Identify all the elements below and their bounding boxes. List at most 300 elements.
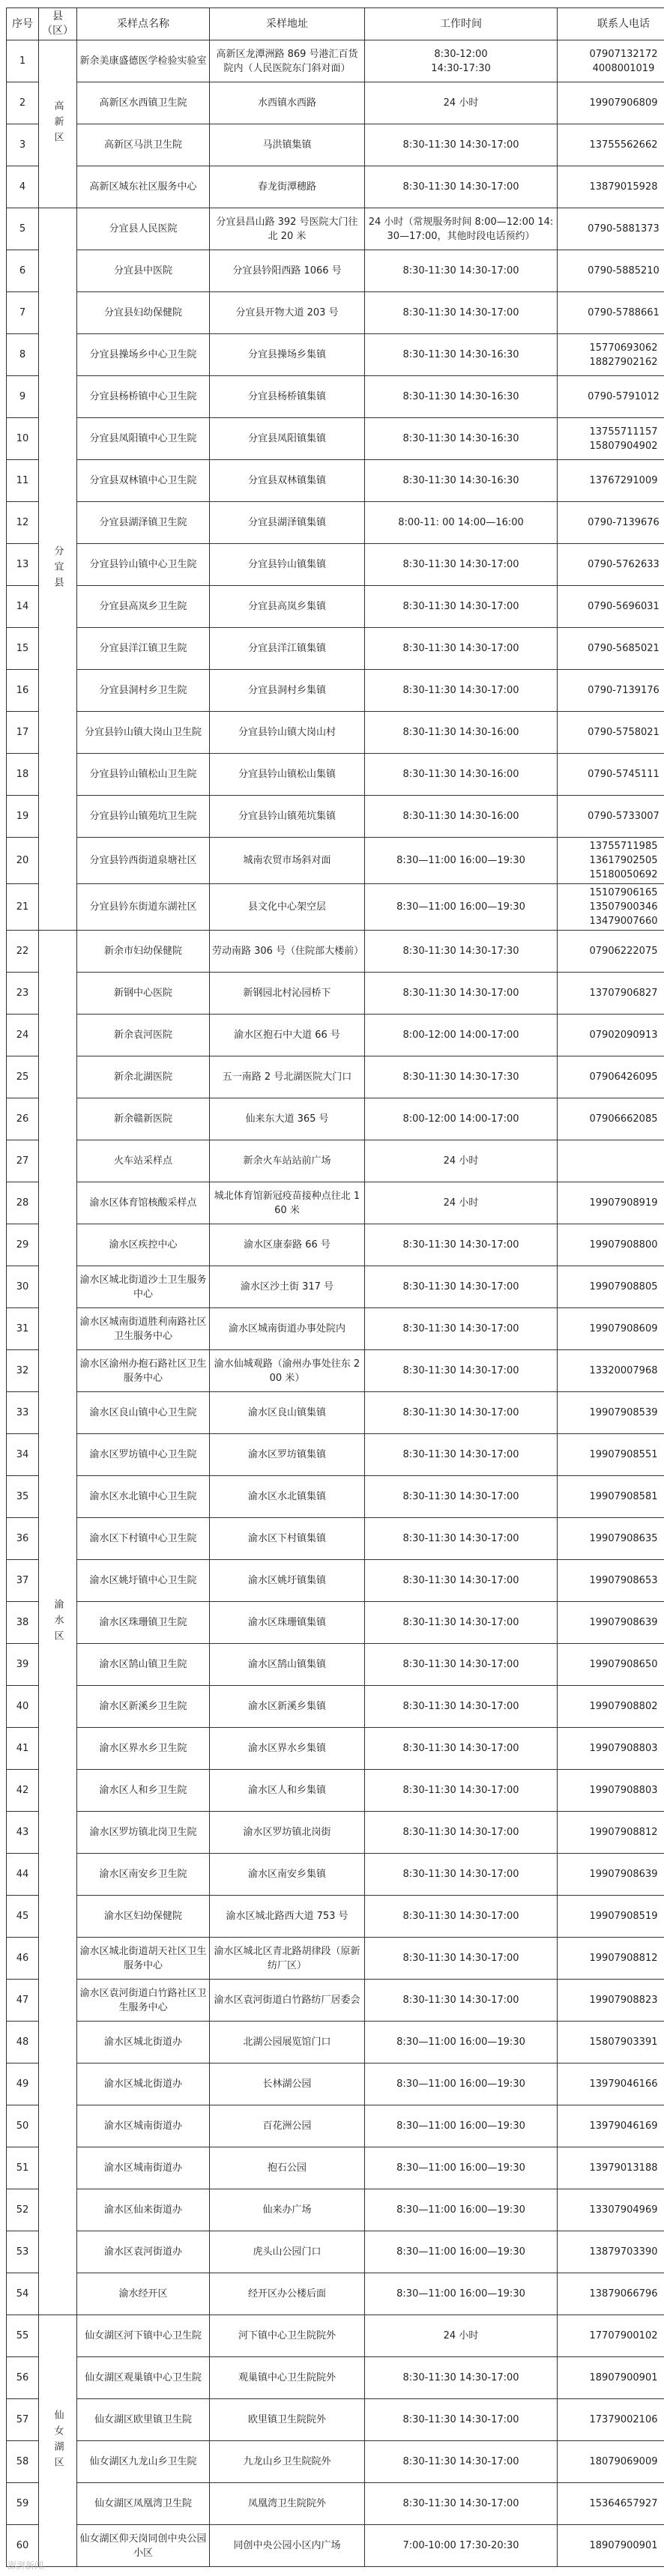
address-cell: 九龙山乡卫生院院外 — [210, 2441, 365, 2483]
address-cell: 分宜县钤山镇大岗山村 — [210, 712, 365, 754]
site-name-cell: 高新区水西镇卫生院 — [77, 82, 210, 124]
hours-cell: 24 小时 — [365, 1182, 558, 1224]
phone-cell: 13320007968 — [558, 1350, 664, 1392]
address-cell: 高新区龙潭洲路 869 号港汇百货院内（人民医院东门斜对面） — [210, 40, 365, 82]
hours-cell: 7:00-10:00 17:30-20:30 — [365, 2525, 558, 2567]
table-row — [7, 1812, 664, 1854]
table-row — [7, 544, 664, 586]
site-name-cell: 分宜县钤山镇苑坑卫生院 — [77, 796, 210, 838]
row-index-cell: 53 — [7, 2231, 39, 2273]
address-cell: 渝水区下村镇集镇 — [210, 1518, 365, 1560]
site-name-cell: 渝水经开区 — [77, 2273, 210, 2315]
hours-cell: 8:30-11:30 14:30-17:30 — [365, 1056, 558, 1098]
row-index-cell: 49 — [7, 2063, 39, 2105]
phone-cell: 17379002106 — [558, 2399, 664, 2441]
address-cell: 渝水区城北区青北路胡律段（原新纺厂区） — [210, 1938, 365, 1980]
hours-cell: 8:30—11:00 16:00—19:30 — [365, 838, 558, 884]
phone-cell: 0790-5762633 — [558, 544, 664, 586]
site-name-cell: 高新区城东社区服务中心 — [77, 166, 210, 208]
site-name-cell: 新余袁河医院 — [77, 1015, 210, 1056]
table-row — [7, 1434, 664, 1476]
row-index-cell: 36 — [7, 1518, 39, 1560]
site-name-cell: 分宜县洞村乡卫生院 — [77, 670, 210, 712]
hours-cell: 8:30-11:30 14:30-16:00 — [365, 712, 558, 754]
row-index-cell: 18 — [7, 754, 39, 796]
table-row — [7, 838, 664, 884]
hours-cell: 24 小时 — [365, 2315, 558, 2357]
table-row — [7, 2357, 664, 2399]
hours-cell: 8:30-11:30 14:30-17:00 — [365, 1434, 558, 1476]
row-index-cell: 28 — [7, 1182, 39, 1224]
site-name-cell: 火车站采样点 — [77, 1140, 210, 1182]
table-row — [7, 1770, 664, 1812]
address-cell: 河下镇中心卫生院院外 — [210, 2315, 365, 2357]
phone-cell: 07906426095 — [558, 1056, 664, 1098]
phone-cell: 07906662085 — [558, 1098, 664, 1140]
phone-cell: 07902090913 — [558, 1015, 664, 1056]
hours-cell: 8:30-11:30 14:30-17:00 — [365, 1560, 558, 1602]
row-index-cell: 34 — [7, 1434, 39, 1476]
hours-cell: 8:30—11:00 16:00—19:30 — [365, 884, 558, 931]
hours-cell: 8:30-11:30 14:30-17:00 — [365, 1476, 558, 1518]
phone-cell: 18079069009 — [558, 2441, 664, 2483]
phone-cell: 19907908823 — [558, 1980, 664, 2022]
phone-cell: 19907908519 — [558, 1896, 664, 1938]
site-name-cell: 渝水区人和乡卫生院 — [77, 1770, 210, 1812]
site-name-cell: 新余北湖医院 — [77, 1056, 210, 1098]
address-cell: 渝水仙城观路（渝州办事处往东 200 米） — [210, 1350, 365, 1392]
address-cell: 渝水区姚圩镇集镇 — [210, 1560, 365, 1602]
phone-cell: 13767291009 — [558, 460, 664, 502]
hours-cell: 8:30-11:30 14:30-16:30 — [365, 334, 558, 376]
row-index-cell: 39 — [7, 1644, 39, 1686]
site-name-cell: 渝水区鹄山镇卫生院 — [77, 1644, 210, 1686]
row-index-cell: 32 — [7, 1350, 39, 1392]
address-cell: 虎头山公园门口 — [210, 2231, 365, 2273]
site-name-cell: 新钢中心医院 — [77, 973, 210, 1015]
table-row — [7, 1140, 664, 1182]
site-name-cell: 渝水区城南街道办 — [77, 2105, 210, 2147]
phone-cell: 19907908581 — [558, 1476, 664, 1518]
address-cell: 长林湖公园 — [210, 2063, 365, 2105]
table-row — [7, 2147, 664, 2189]
row-index-cell: 27 — [7, 1140, 39, 1182]
table-row — [7, 1518, 664, 1560]
hours-cell: 8:30-11:30 14:30-17:00 — [365, 1644, 558, 1686]
phone-cell: 07906222075 — [558, 931, 664, 973]
site-name-cell: 渝水区城北街道沙土卫生服务中心 — [77, 1266, 210, 1308]
address-cell: 分宜县钤山镇松山集镇 — [210, 754, 365, 796]
hours-cell: 24 小时 — [365, 82, 558, 124]
watermark: 澎湃新闻 — [7, 2560, 44, 2571]
address-cell: 分宜县高岚乡集镇 — [210, 586, 365, 628]
hours-cell: 8:30—11:00 16:00—19:30 — [365, 2022, 558, 2063]
hours-cell: 8:30-11:30 14:30-17:00 — [365, 1518, 558, 1560]
site-name-cell: 分宜县杨桥镇中心卫生院 — [77, 376, 210, 418]
row-index-cell: 31 — [7, 1308, 39, 1350]
row-index-cell: 14 — [7, 586, 39, 628]
site-name-cell: 仙女湖区九龙山乡卫生院 — [77, 2441, 210, 2483]
hours-cell: 8:30-11:30 14:30-17:00 — [365, 1224, 558, 1266]
row-index-cell: 52 — [7, 2189, 39, 2231]
phone-cell: 19907908653 — [558, 1560, 664, 1602]
site-name-cell: 分宜县妇幼保健院 — [77, 292, 210, 334]
row-index-cell: 4 — [7, 166, 39, 208]
phone-cell: 19907908639 — [558, 1602, 664, 1644]
phone-cell: 15364657927 — [558, 2483, 664, 2525]
table-row — [7, 1686, 664, 1728]
table-row — [7, 2105, 664, 2147]
row-index-cell: 8 — [7, 334, 39, 376]
address-cell: 分宜县双林镇集镇 — [210, 460, 365, 502]
site-name-cell: 渝水区下村镇中心卫生院 — [77, 1518, 210, 1560]
phone-cell: 13979046169 — [558, 2105, 664, 2147]
col-header-site-name: 采样点名称 — [77, 8, 210, 40]
table-row — [7, 2483, 664, 2525]
row-index-cell: 54 — [7, 2273, 39, 2315]
row-index-cell: 45 — [7, 1896, 39, 1938]
table-row — [7, 1854, 664, 1896]
hours-cell: 8:30-11:30 14:30-17:00 — [365, 2357, 558, 2399]
table-row — [7, 2231, 664, 2273]
phone-cell: 0790-7139676 — [558, 502, 664, 544]
site-name-cell: 分宜县洋江镇卫生院 — [77, 628, 210, 670]
hours-cell: 8:30—11:00 16:00—19:30 — [365, 2231, 558, 2273]
phone-cell: 18907900901 — [558, 2357, 664, 2399]
site-name-cell: 渝水区姚圩镇中心卫生院 — [77, 1560, 210, 1602]
site-name-cell: 渝水区新溪乡卫生院 — [77, 1686, 210, 1728]
site-name-cell: 渝水区妇幼保健院 — [77, 1896, 210, 1938]
phone-cell: 13979013188 — [558, 2147, 664, 2189]
row-index-cell: 22 — [7, 931, 39, 973]
hours-cell: 8:30—11:00 16:00—19:30 — [365, 2273, 558, 2315]
row-index-cell: 20 — [7, 838, 39, 884]
site-name-cell: 渝水区城北街道办 — [77, 2022, 210, 2063]
address-cell: 渝水区鹄山镇集镇 — [210, 1644, 365, 1686]
row-index-cell: 41 — [7, 1728, 39, 1770]
phone-cell: 0790-5791012 — [558, 376, 664, 418]
table-row — [7, 1266, 664, 1308]
table-row — [7, 754, 664, 796]
table-row — [7, 1602, 664, 1644]
hours-cell: 8:30—11:00 16:00—19:30 — [365, 2147, 558, 2189]
row-index-cell: 50 — [7, 2105, 39, 2147]
site-name-cell: 新余市妇幼保健院 — [77, 931, 210, 973]
phone-cell: 13879066796 — [558, 2273, 664, 2315]
hours-cell: 8:30-11:30 14:30-17:00 — [365, 2399, 558, 2441]
address-cell: 渝水区城南街道办事处院内 — [210, 1308, 365, 1350]
hours-cell: 8:30-11:30 14:30-17:00 — [365, 1350, 558, 1392]
row-index-cell: 38 — [7, 1602, 39, 1644]
address-cell: 渝水区新溪乡集镇 — [210, 1686, 365, 1728]
table-header-row — [7, 8, 664, 40]
phone-cell: 13755562662 — [558, 124, 664, 166]
hours-cell: 8:00-12:00 14:00-17:00 — [365, 1098, 558, 1140]
sampling-points-table — [6, 7, 664, 2567]
phone-cell: 0790-5733007 — [558, 796, 664, 838]
phone-cell: 18907900901 — [558, 2525, 664, 2567]
table-row — [7, 2273, 664, 2315]
address-cell: 渝水区康泰路 66 号 — [210, 1224, 365, 1266]
row-index-cell: 10 — [7, 418, 39, 460]
hours-cell: 8:30-12:00 14:30-17:30 — [365, 40, 558, 82]
phone-cell: 19907908919 — [558, 1182, 664, 1224]
site-name-cell: 渝水区疾控中心 — [77, 1224, 210, 1266]
phone-cell: 17707900102 — [558, 2315, 664, 2357]
site-name-cell: 仙女湖区欧里镇卫生院 — [77, 2399, 210, 2441]
hours-cell: 8:30-11:30 14:30-17:00 — [365, 1980, 558, 2022]
hours-cell: 8:30-11:30 14:30-17:00 — [365, 124, 558, 166]
row-index-cell: 7 — [7, 292, 39, 334]
address-cell: 渝水区罗坊镇集镇 — [210, 1434, 365, 1476]
phone-cell: 13707906827 — [558, 973, 664, 1015]
phone-cell: 13879015928 — [558, 166, 664, 208]
site-name-cell: 渝水区良山镇中心卫生院 — [77, 1392, 210, 1434]
hours-cell: 8:30-11:30 14:30-17:00 — [365, 250, 558, 292]
hours-cell: 8:30-11:30 14:30-16:30 — [365, 460, 558, 502]
row-index-cell: 48 — [7, 2022, 39, 2063]
address-cell: 分宜县开物大道 203 号 — [210, 292, 365, 334]
hours-cell: 8:30-11:30 14:30-17:00 — [365, 544, 558, 586]
hours-cell: 8:30-11:30 14:30-17:00 — [365, 628, 558, 670]
row-index-cell: 25 — [7, 1056, 39, 1098]
district-cell: 渝水区 — [39, 931, 77, 2315]
address-cell: 渝水区水北镇集镇 — [210, 1476, 365, 1518]
table-row — [7, 292, 664, 334]
row-index-cell: 58 — [7, 2441, 39, 2483]
address-cell: 分宜县洋江镇集镇 — [210, 628, 365, 670]
row-index-cell: 47 — [7, 1980, 39, 2022]
table-row — [7, 1308, 664, 1350]
hours-cell: 8:30-11:30 14:30-16:00 — [365, 754, 558, 796]
hours-cell: 8:30-11:30 14:30-17:00 — [365, 2441, 558, 2483]
hours-cell: 8:30-11:30 14:30-17:00 — [365, 1686, 558, 1728]
row-index-cell: 56 — [7, 2357, 39, 2399]
phone-cell: 19907908803 — [558, 1728, 664, 1770]
site-name-cell: 新余美康盛德医学检验实验室 — [77, 40, 210, 82]
hours-cell: 8:30-11:30 14:30-17:00 — [365, 1308, 558, 1350]
site-name-cell: 渝水区仙来街道办 — [77, 2189, 210, 2231]
address-cell: 北湖公园展览馆门口 — [210, 2022, 365, 2063]
table-row — [7, 670, 664, 712]
table-row — [7, 586, 664, 628]
table-row — [7, 166, 664, 208]
table-row — [7, 712, 664, 754]
hours-cell: 24 小时（常规服务时间 8:00—12:00 14:30—17:00，其他时段电话预约） — [365, 208, 558, 250]
hours-cell: 24 小时 — [365, 1140, 558, 1182]
phone-cell: 13979046166 — [558, 2063, 664, 2105]
table-row — [7, 1980, 664, 2022]
address-cell: 渝水区界水乡集镇 — [210, 1728, 365, 1770]
col-header-district: 县（区） — [39, 8, 77, 40]
site-name-cell: 渝水区罗坊镇北岗卫生院 — [77, 1812, 210, 1854]
row-index-cell: 35 — [7, 1476, 39, 1518]
site-name-cell: 分宜县钤山镇中心卫生院 — [77, 544, 210, 586]
table-row — [7, 1056, 664, 1098]
hours-cell: 8:30-11:30 14:30-16:30 — [365, 376, 558, 418]
site-name-cell: 渝水区界水乡卫生院 — [77, 1728, 210, 1770]
district-cell: 分宜县 — [39, 208, 77, 931]
col-header-phone: 联系人电话 — [558, 8, 664, 40]
table-row — [7, 1476, 664, 1518]
address-cell: 分宜县钤阳西路 1066 号 — [210, 250, 365, 292]
row-index-cell: 6 — [7, 250, 39, 292]
phone-cell: 0790-5885210 — [558, 250, 664, 292]
table-row — [7, 460, 664, 502]
phone-cell: 13755711157 15807904902 — [558, 418, 664, 460]
hours-cell: 8:30—11:00 16:00—19:30 — [365, 2189, 558, 2231]
row-index-cell: 55 — [7, 2315, 39, 2357]
phone-cell: 0790-7139176 — [558, 670, 664, 712]
table-row — [7, 1644, 664, 1686]
address-cell: 城北体育馆新冠疫苗接种点往北 160 米 — [210, 1182, 365, 1224]
site-name-cell: 分宜县操场乡中心卫生院 — [77, 334, 210, 376]
site-name-cell: 分宜县双林镇中心卫生院 — [77, 460, 210, 502]
table-row — [7, 334, 664, 376]
phone-cell: 19907908805 — [558, 1266, 664, 1308]
hours-cell: 8:30-11:30 14:30-16:30 — [365, 418, 558, 460]
address-cell: 新余火车站站前广场 — [210, 1140, 365, 1182]
table-row — [7, 502, 664, 544]
site-name-cell: 分宜县人民医院 — [77, 208, 210, 250]
phone-cell: 13755711985 13617902505 15180050692 — [558, 838, 664, 884]
table-row — [7, 418, 664, 460]
phone-cell: 0790-5696031 — [558, 586, 664, 628]
phone-cell: 19907908635 — [558, 1518, 664, 1560]
hours-cell: 8:30-11:30 14:30-17:00 — [365, 1938, 558, 1980]
phone-cell: 19907908639 — [558, 1854, 664, 1896]
phone-cell: 19907908812 — [558, 1938, 664, 1980]
address-cell: 渝水区南安乡集镇 — [210, 1854, 365, 1896]
site-name-cell: 分宜县钤山镇大岗山卫生院 — [77, 712, 210, 754]
hours-cell: 8:30-11:30 14:30-17:00 — [365, 1266, 558, 1308]
table-row — [7, 931, 664, 973]
phone-cell: 07907132172 4008001019 — [558, 40, 664, 82]
site-name-cell: 渝水区袁河街道办 — [77, 2231, 210, 2273]
district-cell: 高新区 — [39, 40, 77, 208]
phone-cell: 19907906809 — [558, 82, 664, 124]
hours-cell: 8:30-11:30 14:30-17:00 — [365, 586, 558, 628]
table-row — [7, 1896, 664, 1938]
table-row — [7, 1560, 664, 1602]
table-row — [7, 973, 664, 1015]
address-cell: 五一南路 2 号北湖医院大门口 — [210, 1056, 365, 1098]
table-row — [7, 2063, 664, 2105]
phone-cell: 0790-5881373 — [558, 208, 664, 250]
table-row — [7, 1938, 664, 1980]
address-cell: 分宜县操场乡集镇 — [210, 334, 365, 376]
row-index-cell: 11 — [7, 460, 39, 502]
row-index-cell: 40 — [7, 1686, 39, 1728]
site-name-cell: 渝水区体育馆核酸采样点 — [77, 1182, 210, 1224]
row-index-cell: 9 — [7, 376, 39, 418]
site-name-cell: 渝水区珠珊镇卫生院 — [77, 1602, 210, 1644]
col-header-hours: 工作时间 — [365, 8, 558, 40]
address-cell: 欧里镇卫生院院外 — [210, 2399, 365, 2441]
phone-cell: 0790-5788661 — [558, 292, 664, 334]
table-row — [7, 628, 664, 670]
address-cell: 渝水区人和乡集镇 — [210, 1770, 365, 1812]
site-name-cell: 仙女湖区河下镇中心卫生院 — [77, 2315, 210, 2357]
hours-cell: 8:30-11:30 14:30-17:00 — [365, 166, 558, 208]
hours-cell: 8:00-11: 00 14:00—16:00 — [365, 502, 558, 544]
phone-cell: 0790-5745111 — [558, 754, 664, 796]
site-name-cell: 分宜县高岚乡卫生院 — [77, 586, 210, 628]
row-index-cell: 26 — [7, 1098, 39, 1140]
table-row — [7, 1392, 664, 1434]
hours-cell: 8:30-11:30 14:30-17:00 — [365, 1728, 558, 1770]
hours-cell: 8:30-11:30 14:30-17:00 — [365, 1854, 558, 1896]
row-index-cell: 37 — [7, 1560, 39, 1602]
row-index-cell: 44 — [7, 1854, 39, 1896]
site-name-cell: 分宜县钤东街道东湖社区 — [77, 884, 210, 931]
row-index-cell: 12 — [7, 502, 39, 544]
row-index-cell: 21 — [7, 884, 39, 931]
hours-cell: 8:30—11:00 16:00—19:30 — [365, 2063, 558, 2105]
hours-cell: 8:30-11:30 14:30-16:00 — [365, 796, 558, 838]
phone-cell: 19907908800 — [558, 1224, 664, 1266]
site-name-cell: 仙女湖区凤凰湾卫生院 — [77, 2483, 210, 2525]
site-name-cell: 分宜县凤阳镇中心卫生院 — [77, 418, 210, 460]
address-cell: 水西镇水西路 — [210, 82, 365, 124]
site-name-cell: 渝水区水北镇中心卫生院 — [77, 1476, 210, 1518]
phone-cell: 15770693062 18827902162 — [558, 334, 664, 376]
site-name-cell: 渝水区城北街道胡天社区卫生服务中心 — [77, 1938, 210, 1980]
address-cell: 新钢园北村沁园桥下 — [210, 973, 365, 1015]
table-row — [7, 2022, 664, 2063]
table-row — [7, 2315, 664, 2357]
hours-cell: 8:30-11:30 14:30-17:00 — [365, 292, 558, 334]
row-index-cell: 59 — [7, 2483, 39, 2525]
row-index-cell: 33 — [7, 1392, 39, 1434]
address-cell: 分宜县凤阳镇集镇 — [210, 418, 365, 460]
address-cell: 渝水区袁河街道白竹路纺厂居委会 — [210, 1980, 365, 2022]
hours-cell: 8:30-11:30 14:30-17:00 — [365, 1770, 558, 1812]
phone-cell: 15107906165 13507900346 13479007660 — [558, 884, 664, 931]
hours-cell: 8:00-12:00 14:00-17:00 — [365, 1015, 558, 1056]
hours-cell: 8:30-11:30 14:30-17:00 — [365, 2483, 558, 2525]
site-name-cell: 高新区马洪卫生院 — [77, 124, 210, 166]
row-index-cell: 5 — [7, 208, 39, 250]
address-cell: 渝水区城北路西大道 753 号 — [210, 1896, 365, 1938]
site-name-cell: 渝水区袁河街道白竹路社区卫生服务中心 — [77, 1980, 210, 2022]
row-index-cell: 19 — [7, 796, 39, 838]
table-row — [7, 1015, 664, 1056]
phone-cell: 13879703390 — [558, 2231, 664, 2273]
col-header-address: 采样地址 — [210, 8, 365, 40]
row-index-cell: 51 — [7, 2147, 39, 2189]
address-cell: 分宜县洞村乡集镇 — [210, 670, 365, 712]
hours-cell: 8:30-11:30 14:30-17:30 — [365, 931, 558, 973]
address-cell: 经开区办公楼后面 — [210, 2273, 365, 2315]
address-cell: 同创中央公园小区内广场 — [210, 2525, 365, 2567]
table-row — [7, 1224, 664, 1266]
site-name-cell: 分宜县湖泽镇卫生院 — [77, 502, 210, 544]
address-cell: 分宜县杨桥镇集镇 — [210, 376, 365, 418]
address-cell: 仙来办广场 — [210, 2189, 365, 2231]
row-index-cell: 42 — [7, 1770, 39, 1812]
table-row — [7, 1728, 664, 1770]
hours-cell: 8:30-11:30 14:30-17:00 — [365, 1392, 558, 1434]
site-name-cell: 渝水区南安乡卫生院 — [77, 1854, 210, 1896]
row-index-cell: 16 — [7, 670, 39, 712]
phone-cell: 19907908551 — [558, 1434, 664, 1476]
address-cell: 百花洲公园 — [210, 2105, 365, 2147]
row-index-cell: 29 — [7, 1224, 39, 1266]
address-cell: 观巢镇中心卫生院院外 — [210, 2357, 365, 2399]
table-row — [7, 208, 664, 250]
row-index-cell: 46 — [7, 1938, 39, 1980]
